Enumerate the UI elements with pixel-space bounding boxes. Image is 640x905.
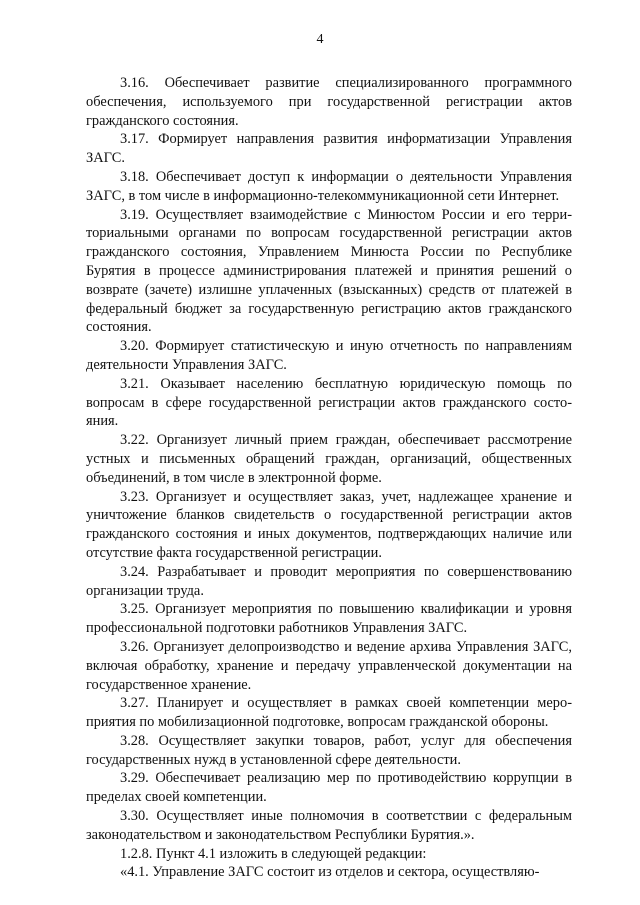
- paragraph-3-20: 3.20. Формирует статистическую и иную отчетность по направлениям деятельности Управления ЗАГС.: [86, 338, 572, 373]
- paragraph-3-29: 3.29. Обеспечивает реализацию мер по противодействию коррупции в пределах своей компетенции.: [86, 770, 572, 806]
- paragraph-4-1: «4.1. Управление ЗАГС состоит из отделов и сектора, осуществляю-: [120, 864, 540, 881]
- document-body: [86, 74, 572, 882]
- paragraph-1-2-8: 1.2.8. Пункт 4.1 изложить в следующей редакции:: [120, 845, 427, 862]
- paragraph-3-22: 3.22. Организует личный прием граждан, обеспечивает рассмотрение устных и письменных обращений граждан, организаций, общественных объединений, в том числе в электронной форме.: [86, 432, 572, 486]
- paragraph-3-18: 3.18. Обеспечивает доступ к информации о деятельности Управления ЗАГС, в том числе в информационно-телекоммуникационной сети Интернет.: [86, 168, 572, 204]
- paragraph-3-25: 3.25. Организует мероприятия по повышению квалификации и уровня профессиональной подготовки работников Управления ЗАГС.: [86, 601, 572, 637]
- paragraph-3-17: 3.17. Формирует направления развития информатизации Управления ЗАГС.: [86, 131, 572, 167]
- paragraph-3-28: 3.28. Осуществляет закупки товаров, работ, услуг для обеспечения государственных нужд в установленной сфере деятельности.: [86, 732, 572, 768]
- paragraph-3-27: 3.27. Планирует и осуществляет в рамках своей компетенции мероприятия по мобилизационной подготовке, вопросам гражданской обороны.: [86, 695, 572, 731]
- paragraph-3-30: 3.30. Осуществляет иные полномочия в соответствии с федеральным законодательством и законодательством Республики Бурятия.».: [86, 808, 572, 843]
- paragraph-3-26: 3.26. Организует делопроизводство и ведение архива Управления ЗАГС, включая обработку, хранение и передачу управленческой документации на государственное хранение.: [86, 638, 572, 693]
- paragraph-3-16: 3.16. Обеспечивает развитие специализированного программного обеспечения, используемого при государственной регистрации актов гражданского состояния.: [86, 75, 572, 129]
- paragraph-3-21: 3.21. Оказывает населению бесплатную юридическую помощь по вопросам в сфере государственной регистрации актов гражданского состояния.: [86, 375, 572, 430]
- paragraph-3-19: 3.19. Осуществляет взаимодействие с Минюстом России и его территориальными органами по вопросам государственной регистрации актов гражданского состояния, Управлением Минюста России по Республике Бурятия в процессе администрирования платежей и принятия решений о возврате (зачете) излишне уплаченных (взысканных) средств от платежей в федеральный бюджет за государственную регистрацию актов гражданского состояния.: [86, 206, 572, 336]
- paragraph-3-23: 3.23. Организует и осуществляет заказ, учет, надлежащее хранение и уничтожение бланков свидетельств о государственной регистрации актов гражданского состояния и иных документов, подтверждающих наличие или отсутствие факта государственной регистрации.: [86, 488, 572, 561]
- page-number: 4: [316, 32, 324, 47]
- paragraph-3-24: 3.24. Разрабатывает и проводит мероприятия по совершенствованию организации труда.: [86, 563, 572, 599]
